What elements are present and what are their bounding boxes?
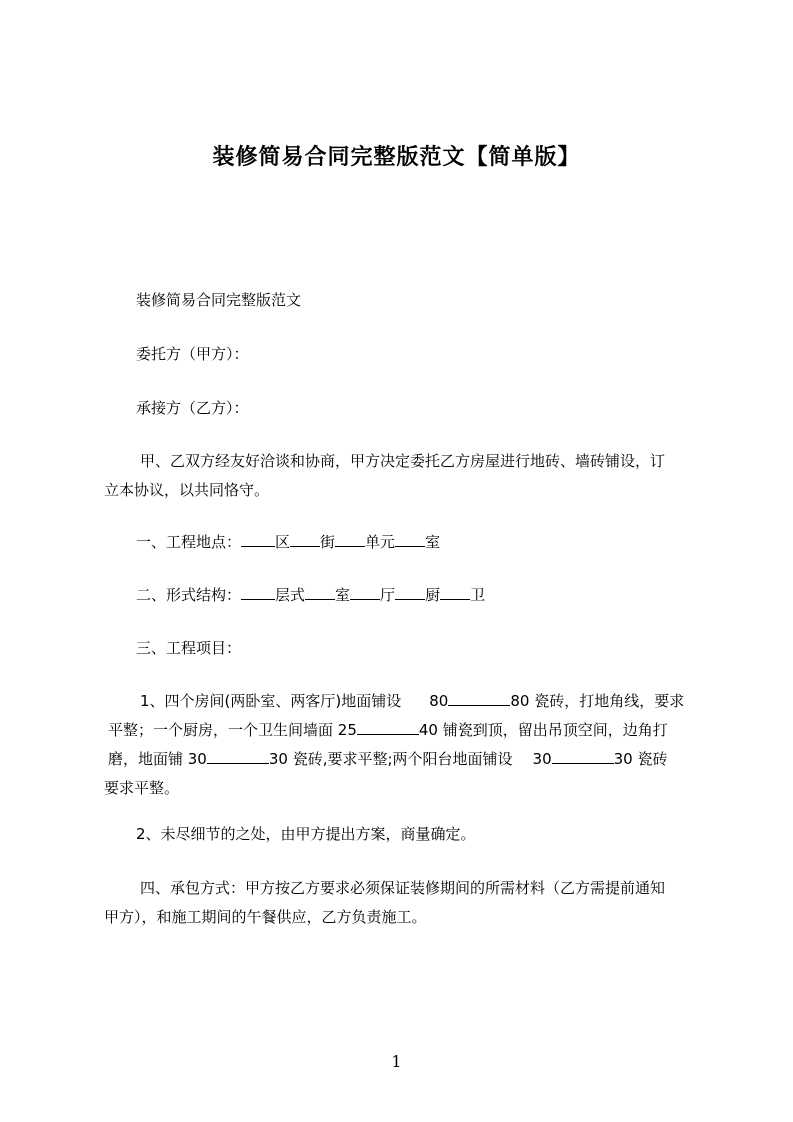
blank-street <box>290 532 320 547</box>
blank-bath <box>440 585 470 600</box>
project-heading: 三、工程项目： <box>136 639 242 657</box>
item-1-text-b: 80 瓷砖，打地角线，要求 <box>510 692 685 710</box>
contract-mode-line-2: 甲方），和施工期间的午餐供应，乙方负责施工。 <box>104 908 427 926</box>
blank-size-3 <box>207 749 269 764</box>
item-2-paragraph: 2、未尽细节的之处，由甲方提出方案，商量确定。 <box>136 825 476 843</box>
structure-line <box>104 581 736 610</box>
intro-paragraph <box>104 447 704 505</box>
item-1-text-c: 平整；一个厨房，一个卫生间墙面 25 <box>108 721 357 739</box>
item-1-text-e: 磨，地面铺 30 <box>108 750 207 768</box>
blank-room <box>395 532 425 547</box>
contract-mode-paragraph <box>104 874 704 932</box>
item-1-text-g: 30 瓷砖 <box>613 750 668 768</box>
party-a-line: 委托方（甲方）： <box>136 345 249 363</box>
document-title: 装修简易合同完整版范文【简单版】 <box>212 145 581 170</box>
location-line <box>104 528 736 557</box>
item-1-value-b: 30 <box>532 750 552 768</box>
location-room: 室 <box>425 533 441 551</box>
structure-floor: 层式 <box>275 586 306 604</box>
item-1-text-d: 40 铺瓷到顶，留出吊顶空间，边角打 <box>418 721 668 739</box>
page-number: 1 <box>391 1052 402 1071</box>
blank-size-1 <box>448 691 510 706</box>
item-1-text-f: 30 瓷砖,要求平整;两个阳台地面铺设 <box>268 750 513 768</box>
location-street: 街 <box>320 533 336 551</box>
structure-kitchen: 厨 <box>425 586 441 604</box>
blank-room <box>305 585 335 600</box>
party-b-line: 承接方（乙方）： <box>136 399 249 417</box>
blank-kitchen <box>395 585 425 600</box>
structure-bath: 卫 <box>470 586 486 604</box>
location-unit: 单元 <box>365 533 396 551</box>
intro-line-2: 立本协议，以共同恪守。 <box>104 481 270 499</box>
structure-hall: 厅 <box>380 586 396 604</box>
blank-district <box>241 532 275 547</box>
item-1-value-a: 80 <box>429 692 449 710</box>
subtitle: 装修简易合同完整版范文 <box>136 291 302 309</box>
blank-floor <box>241 585 275 600</box>
item-1-line-3 <box>104 745 704 774</box>
item-1-line-1 <box>104 687 704 716</box>
location-prefix: 一、工程地点： <box>136 533 242 551</box>
structure-room: 室 <box>335 586 351 604</box>
contract-mode-line-1: 四、承包方式：甲方按乙方要求必须保证装修期间的所需材料（乙方需提前通知 <box>140 879 666 897</box>
item-1-line-2 <box>104 716 704 745</box>
intro-line-1: 甲、乙双方经友好洽谈和协商，甲方决定委托乙方房屋进行地砖、墙砖铺设，订 <box>140 452 666 470</box>
item-1-line-4: 要求平整。 <box>104 779 180 797</box>
item-1-paragraph <box>104 687 704 803</box>
location-district: 区 <box>275 533 291 551</box>
item-1-text-a: 1、四个房间(两卧室、两客厅)地面铺设 <box>140 692 402 710</box>
structure-prefix: 二、形式结构： <box>136 586 242 604</box>
blank-size-2 <box>357 720 419 735</box>
blank-hall <box>350 585 380 600</box>
blank-unit <box>335 532 365 547</box>
blank-size-4 <box>552 749 614 764</box>
